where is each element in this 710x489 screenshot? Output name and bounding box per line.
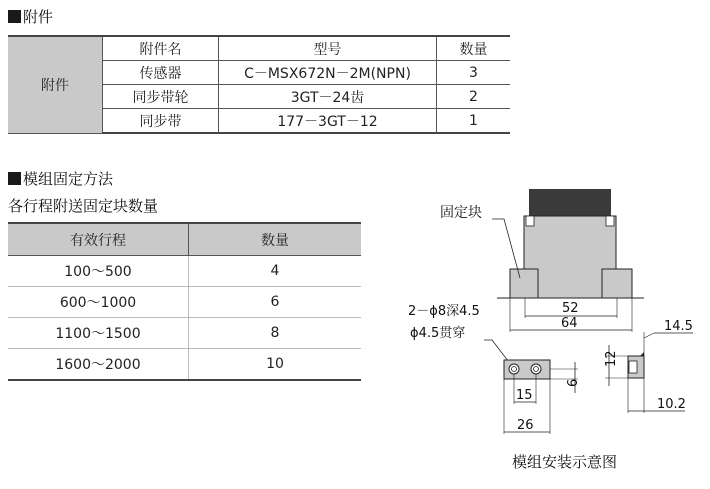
dim-15: 15 [516, 388, 533, 403]
mounting-diagram [400, 180, 705, 448]
cell: 1 [437, 109, 511, 134]
cell: C－MSX672N－2M(NPN) [219, 61, 437, 85]
table-header-row [8, 223, 361, 256]
dim-64: 64 [561, 316, 578, 331]
dim-14-5: 14.5 [664, 319, 693, 334]
cell: 同步带轮 [103, 85, 219, 109]
square-bullet-icon [8, 172, 21, 185]
cell: 3GT－24齿 [219, 85, 437, 109]
slot [526, 216, 534, 226]
fixing-block-right [602, 269, 632, 298]
table-row [8, 287, 361, 318]
cell: 600～1000 [8, 287, 189, 318]
cell: 100～500 [8, 256, 189, 287]
cell: 1600～2000 [8, 349, 189, 381]
header-cell: 型号 [219, 36, 437, 61]
square-bullet-icon [8, 10, 21, 23]
fixing-title: 模组固定方法 [8, 170, 113, 188]
cell: 3 [437, 61, 511, 85]
header-cell: 数量 [437, 36, 511, 61]
accessories-table [8, 35, 510, 134]
dim-12: 12 [604, 350, 619, 367]
cell: 传感器 [103, 61, 219, 85]
cell: 10 [189, 349, 362, 381]
block-label: 固定块 [440, 205, 482, 221]
cell: 4 [189, 256, 362, 287]
hole-note-2: ϕ4.5贯穿 [410, 326, 466, 341]
cell: 1100～1500 [8, 318, 189, 349]
dim-10-2: 10.2 [657, 397, 686, 412]
module-top [529, 189, 611, 217]
accessories-title: 附件 [8, 8, 53, 26]
fixing-subtitle: 各行程附送固定块数量 [8, 197, 159, 215]
table-row [8, 349, 361, 381]
hole-note-1: 2－ϕ8深4.5 [408, 304, 480, 319]
fixing-block-left [510, 269, 538, 298]
cell: 8 [189, 318, 362, 349]
table-header-row [8, 36, 510, 61]
cell: 177－3GT－12 [219, 109, 437, 134]
dim-6: 6 [566, 378, 581, 387]
diagram-caption: 模组安装示意图 [512, 453, 618, 471]
table-row [8, 318, 361, 349]
cell: 6 [189, 287, 362, 318]
header-cell: 数量 [189, 223, 362, 256]
dim-52: 52 [562, 301, 579, 316]
slot [606, 216, 614, 226]
header-cell: 附件名 [103, 36, 219, 61]
table-row [8, 256, 361, 287]
cell: 2 [437, 85, 511, 109]
dim-26: 26 [517, 418, 534, 433]
group-label: 附件 [8, 36, 103, 133]
quantity-table [8, 222, 361, 381]
cell: 同步带 [103, 109, 219, 134]
header-cell: 有效行程 [8, 223, 189, 256]
